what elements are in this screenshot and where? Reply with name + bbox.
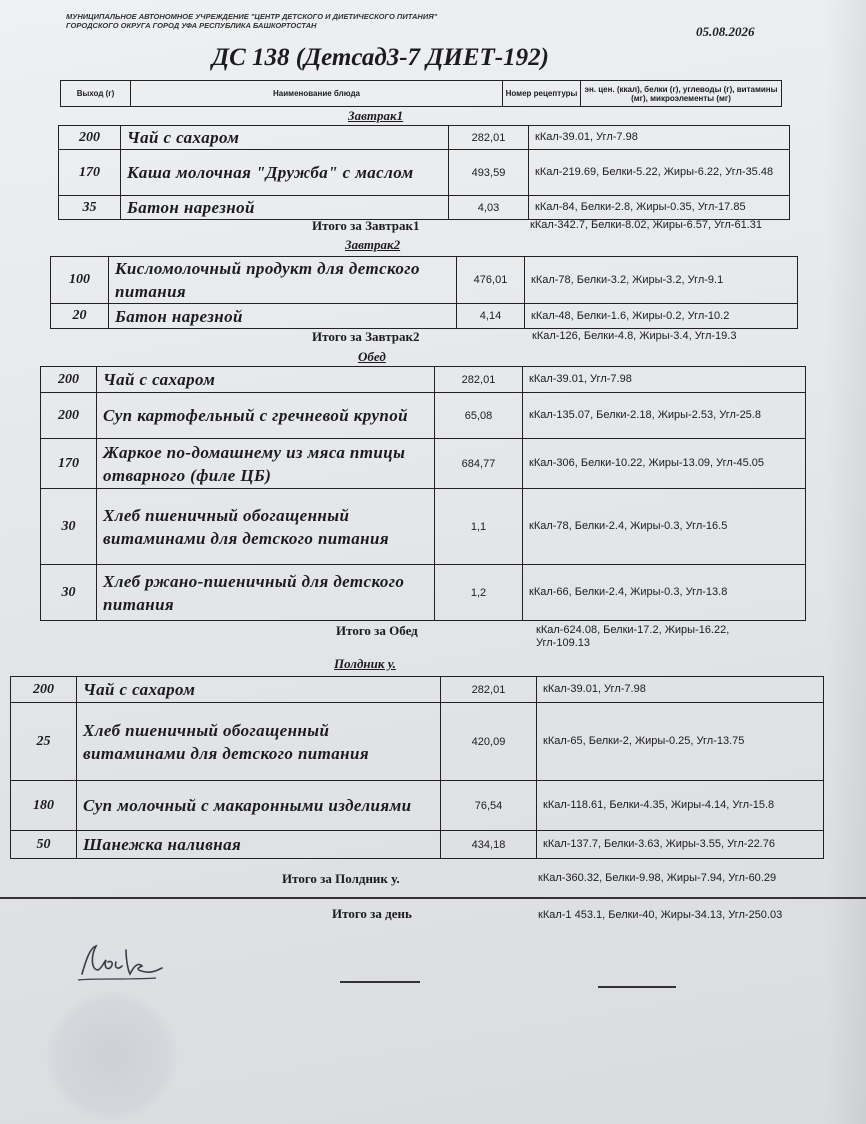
table-row [11, 781, 824, 831]
item-recipe: 434,18 [441, 831, 537, 859]
item-recipe: 476,01 [457, 257, 525, 304]
total-value-breakfast2: кКал-126, Белки-4.8, Жиры-3.4, Угл-19.3 [532, 330, 737, 342]
item-recipe: 684,77 [435, 439, 523, 489]
table-row [41, 393, 806, 439]
item-recipe: 76,54 [441, 781, 537, 831]
item-nutrition: кКал-84, Белки-2.8, Жиры-0.35, Угл-17.85 [529, 196, 790, 220]
item-recipe: 1,1 [435, 489, 523, 565]
item-recipe: 493,59 [449, 150, 529, 196]
item-nutrition: кКал-48, Белки-1.6, Жиры-0.2, Угл-10.2 [525, 304, 798, 329]
meal-table-snack [10, 676, 824, 859]
item-name: Чай с сахаром [97, 367, 435, 393]
meal-title-breakfast2: Завтрак2 [345, 237, 401, 252]
item-nutrition: кКал-219.69, Белки-5.22, Жиры-6.22, Угл-35.48 [529, 150, 790, 196]
table-row [41, 565, 806, 621]
day-total-label: Итого за день [332, 906, 412, 921]
item-nutrition: кКал-39.01, Угл-7.98 [529, 126, 790, 150]
item-output: 200 [41, 393, 97, 439]
table-row [59, 150, 790, 196]
table-row [41, 439, 806, 489]
organization-name: МУНИЦИПАЛЬНОЕ АВТОНОМНОЕ УЧРЕЖДЕНИЕ "ЦЕНТР ДЕТСКОГО И ДИЕТИЧЕСКОГО ПИТАНИЯ" ГОРОДСКОГО ОКРУГА ГОРОД УФА РЕСПУБЛИКА БАШКОРТОСТАН [66, 12, 438, 30]
item-recipe: 4,14 [457, 304, 525, 329]
item-name: Чай с сахаром [121, 126, 449, 150]
item-nutrition: кКал-78, Белки-2.4, Жиры-0.3, Угл-16.5 [523, 489, 806, 565]
item-name: Кисломолочный продукт для детского питания [109, 257, 457, 304]
total-value-snack: кКал-360.32, Белки-9.98, Жиры-7.94, Угл-60.29 [538, 872, 777, 884]
table-row [59, 196, 790, 220]
item-recipe: 65,08 [435, 393, 523, 439]
item-nutrition: кКал-39.01, Угл-7.98 [523, 367, 806, 393]
total-label-snack: Итого за Полдник у. [282, 871, 400, 886]
total-label-breakfast2: Итого за Завтрак2 [312, 329, 420, 344]
meal-title-breakfast1: Завтрак1 [348, 108, 404, 123]
meal-table-lunch [40, 366, 806, 621]
meal-table-breakfast1 [58, 125, 790, 220]
item-name: Шанежка наливная [77, 831, 441, 859]
total-value-breakfast1: кКал-342.7, Белки-8.02, Жиры-6.57, Угл-61.31 [530, 219, 762, 231]
item-name: Батон нарезной [121, 196, 449, 220]
item-name: Батон нарезной [109, 304, 457, 329]
item-recipe: 4,03 [449, 196, 529, 220]
item-output: 200 [11, 677, 77, 703]
item-name: Хлеб ржано-пшеничный для детского питания [97, 565, 435, 621]
item-name: Чай с сахаром [77, 677, 441, 703]
col-output-header: Выход (г) [61, 81, 131, 106]
meal-table-breakfast2 [50, 256, 798, 329]
item-name: Хлеб пшеничный обогащенный витаминами для детского питания [97, 489, 435, 565]
item-nutrition: кКал-118.61, Белки-4.35, Жиры-4.14, Угл-15.8 [537, 781, 824, 831]
item-nutrition: кКал-306, Белки-10.22, Жиры-13.09, Угл-45.05 [523, 439, 806, 489]
table-row [41, 367, 806, 393]
signature-line [598, 986, 676, 988]
item-output: 100 [51, 257, 109, 304]
meal-title-snack: Полдник у. [334, 656, 396, 671]
total-label-breakfast1: Итого за Завтрак1 [312, 218, 420, 233]
table-row [59, 126, 790, 150]
item-name: Суп молочный с макаронными изделиями [77, 781, 441, 831]
item-output: 170 [59, 150, 121, 196]
total-label-lunch: Итого за Обед [336, 623, 418, 638]
item-recipe: 282,01 [435, 367, 523, 393]
col-nutrition-header: эн. цен. (ккал), белки (г), углеводы (г), витамины (мг), микроэлементы (мг) [584, 84, 778, 103]
item-name: Каша молочная "Дружба" с маслом [121, 150, 449, 196]
item-output: 20 [51, 304, 109, 329]
divider-line [0, 897, 866, 899]
item-name: Суп картофельный с гречневой крупой [97, 393, 435, 439]
item-name: Хлеб пшеничный обогащенный витаминами для детского питания [77, 703, 441, 781]
item-output: 35 [59, 196, 121, 220]
item-recipe: 420,09 [441, 703, 537, 781]
item-output: 180 [11, 781, 77, 831]
column-header-row [60, 80, 782, 107]
table-row [41, 489, 806, 565]
item-output: 50 [11, 831, 77, 859]
table-row [11, 831, 824, 859]
item-nutrition: кКал-66, Белки-2.4, Жиры-0.3, Угл-13.8 [523, 565, 806, 621]
meal-title-lunch: Обед [358, 349, 386, 364]
col-name-header: Наименование блюда [131, 81, 503, 106]
item-nutrition: кКал-65, Белки-2, Жиры-0.25, Угл-13.75 [537, 703, 824, 781]
handwritten-signature [76, 940, 166, 986]
item-output: 200 [41, 367, 97, 393]
table-row [51, 257, 798, 304]
menu-date: 05.08.2026 [696, 24, 755, 39]
item-output: 30 [41, 565, 97, 621]
item-recipe: 1,2 [435, 565, 523, 621]
signature-line [340, 981, 420, 983]
item-output: 30 [41, 489, 97, 565]
day-total-value: кКал-1 453.1, Белки-40, Жиры-34.13, Угл-250.03 [538, 909, 783, 921]
item-nutrition: кКал-135.07, Белки-2.18, Жиры-2.53, Угл-25.8 [523, 393, 806, 439]
total-value-lunch: кКал-624.08, Белки-17.2, Жиры-16.22, Угл-109.13 [536, 624, 730, 649]
table-row [51, 304, 798, 329]
paper-shadow [826, 0, 866, 1124]
item-output: 170 [41, 439, 97, 489]
item-nutrition: кКал-39.01, Угл-7.98 [537, 677, 824, 703]
item-recipe: 282,01 [449, 126, 529, 150]
item-recipe: 282,01 [441, 677, 537, 703]
table-row [11, 677, 824, 703]
item-nutrition: кКал-137.7, Белки-3.63, Жиры-3.55, Угл-22.76 [537, 831, 824, 859]
table-row [11, 703, 824, 781]
item-output: 200 [59, 126, 121, 150]
item-name: Жаркое по-домашнему из мяса птицы отварного (филе ЦБ) [97, 439, 435, 489]
item-output: 25 [11, 703, 77, 781]
page-title: ДС 138 (Детсад3-7 ДИЕТ-192) [212, 44, 549, 71]
stamp-seal [46, 990, 178, 1122]
col-recipe-header: Номер рецептуры [503, 81, 581, 106]
item-nutrition: кКал-78, Белки-3.2, Жиры-3.2, Угл-9.1 [525, 257, 798, 304]
